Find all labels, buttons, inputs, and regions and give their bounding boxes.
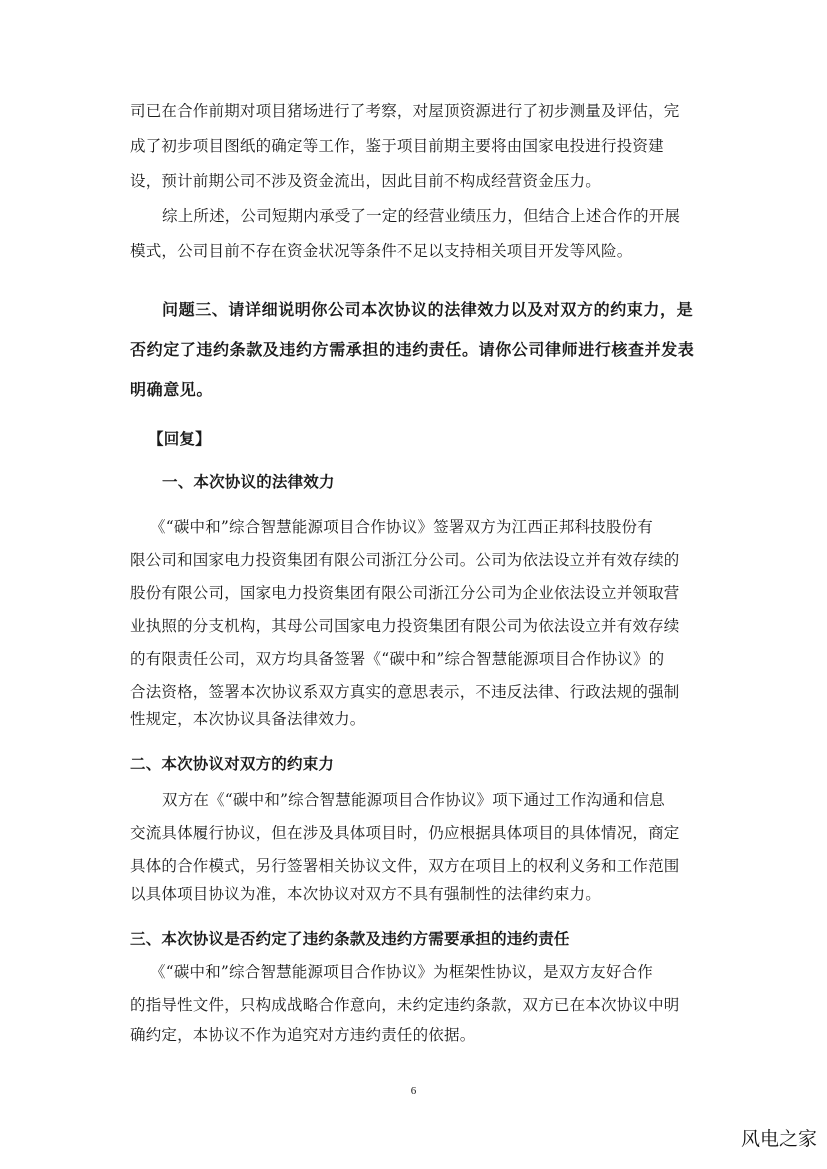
- paragraph-line: 成了初步项目图纸的确定等工作，鉴于项目前期主要将由国家电投进行投资建: [130, 137, 664, 155]
- reply-label: 【回复】: [148, 429, 211, 448]
- page-number: 6: [410, 1085, 417, 1097]
- paragraph-line: 《“碳中和”综合智慧能源项目合作协议》签署双方为江西正邦科技股份有: [150, 518, 653, 536]
- paragraph-line: 模式，公司目前不存在资金状况等条件不足以支持相关项目开发等风险。: [130, 242, 633, 260]
- watermark-text: 风电之家: [740, 1128, 817, 1150]
- paragraph-line: 性规定，本次协议具备法律效力。: [130, 710, 366, 728]
- paragraph-line: 以具体项目协议为准，本次协议对双方不具有强制性的法律约束力。: [130, 885, 602, 903]
- paragraph-line: 的有限责任公司，双方均具备签署《“碳中和”综合智慧能源项目合作协议》的: [130, 650, 665, 668]
- paragraph-line: 限公司和国家电力投资集团有限公司浙江分公司。公司为依法设立并有效存续的: [130, 551, 680, 569]
- question-line: 否约定了违约条款及违约方需承担的违约责任。请你公司律师进行核查并发表: [130, 340, 695, 359]
- section-heading: 一、本次协议的法律效力: [162, 472, 335, 491]
- paragraph-line: 具体的合作模式，另行签署相关协议文件，双方在项目上的权利义务和工作范围: [130, 857, 680, 875]
- paragraph-line: 《“碳中和”综合智慧能源项目合作协议》为框架性协议，是双方友好合作: [150, 963, 653, 981]
- question-line: 问题三、请详细说明你公司本次协议的法律效力以及对双方的约束力，是: [162, 300, 694, 319]
- paragraph-line: 的指导性文件，只构成战略合作意向，未约定违约条款，双方已在本次协议中明: [130, 996, 680, 1014]
- paragraph-line: 设，预计前期公司不涉及资金流出，因此目前不构成经营资金压力。: [130, 172, 602, 190]
- paragraph-line: 业执照的分支机构，其母公司国家电力投资集团有限公司为依法设立并有效存续: [130, 617, 680, 635]
- section-heading: 三、本次协议是否约定了违约条款及违约方需要承担的违约责任: [130, 929, 570, 948]
- paragraph-line: 司已在合作前期对项目猪场进行了考察，对屋顶资源进行了初步测量及评估，完: [130, 102, 680, 120]
- paragraph-line: 合法资格，签署本次协议系双方真实的意思表示，不违反法律、行政法规的强制: [130, 683, 680, 701]
- paragraph-line: 综上所述，公司短期内承受了一定的经营业绩压力，但结合上述合作的开展: [162, 207, 681, 225]
- paragraph-line: 交流具体履行协议，但在涉及具体项目时，仍应根据具体项目的具体情况，商定: [130, 824, 680, 842]
- question-line: 明确意见。: [130, 380, 214, 399]
- section-heading: 二、本次协议对双方的约束力: [130, 754, 335, 773]
- paragraph-line: 确约定，本协议不作为追究对方违约责任的依据。: [130, 1026, 476, 1044]
- paragraph-line: 股份有限公司，国家电力投资集团有限公司浙江分公司为企业依法设立并领取营: [130, 584, 680, 602]
- paragraph-line: 双方在《“碳中和”综合智慧能源项目合作协议》项下通过工作沟通和信息: [162, 791, 665, 809]
